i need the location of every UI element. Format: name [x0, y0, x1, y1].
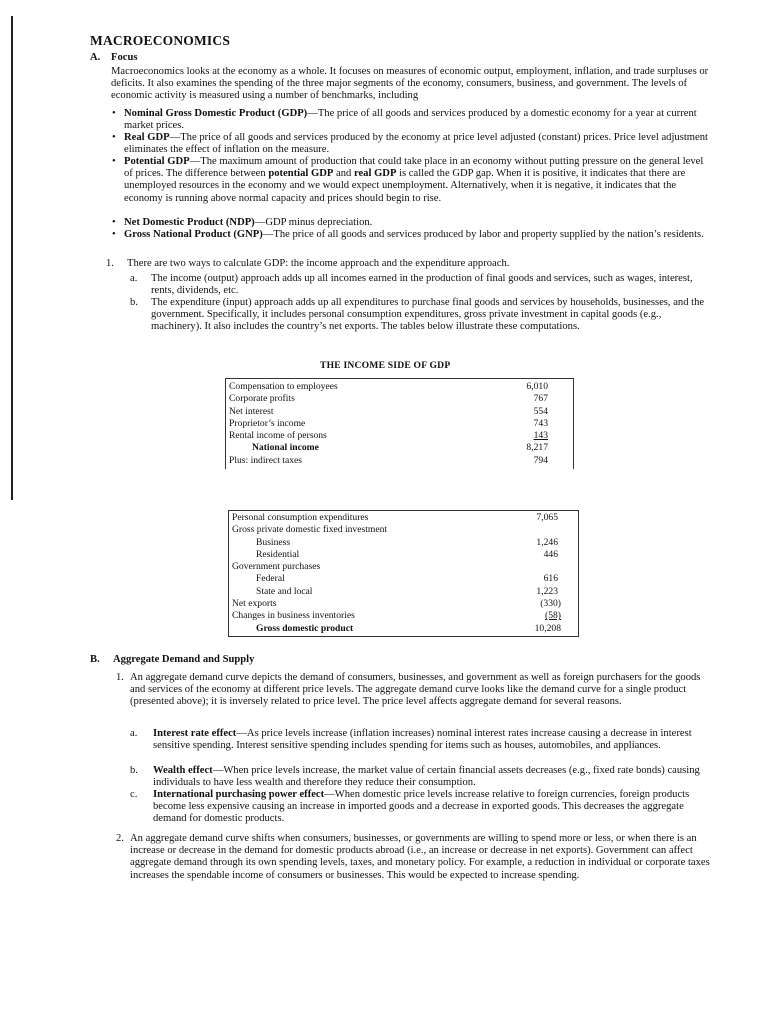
- table-row: National income 8,217: [252, 442, 548, 454]
- bullet-ndp: • Net Domestic Product (NDP)—GDP minus depreciation.: [112, 217, 373, 228]
- income-table-caption: THE INCOME SIDE OF GDP: [320, 360, 451, 371]
- section-b-marker: B.: [90, 654, 100, 665]
- item-b1a-marker: a.: [130, 728, 138, 739]
- item-1b-marker: b.: [130, 297, 138, 308]
- table-row: Changes in business inventories (58): [232, 610, 561, 622]
- table-row: Net interest 554: [229, 405, 548, 417]
- item-b1a-text: Interest rate effect—As price levels increase (inflation increases) nominal interest rates increase causing a decrease in interest sensitive spending. Interest sensitive spending includes spending for items such as houses, automobiles, and appliances.: [153, 728, 692, 752]
- bullet-real-gdp: • Real GDP—The price of all goods and services produced by the economy at price level adjusted (constant) prices. Price level adjustment eliminates the effect of inflation on the measure.: [112, 132, 708, 156]
- bullet-nominal-gdp: • Nominal Gross Domestic Product (GDP)—The price of all goods and services produced by a domestic economy for a year at current market prices.: [112, 108, 697, 132]
- table-row: Gross domestic product 10,208: [256, 622, 561, 634]
- item-1-text: There are two ways to calculate GDP: the income approach and the expenditure approach.: [127, 258, 510, 269]
- table-row: Federal 616: [256, 573, 558, 585]
- table-row: Government purchases: [232, 561, 321, 573]
- item-b1-text: An aggregate demand curve depicts the demand of consumers, businesses, and government as well as foreign purchasers for the goods and services of the economy at different price levels. The aggregate demand curve looks like the demand curve for a single product (presented above); it is inversely related to price level. The price level affects aggregate demand for several reasons.: [130, 672, 701, 708]
- bullet-gnp: • Gross National Product (GNP)—The price of all goods and services produced by labor and property supplied by the nation’s residents.: [112, 229, 704, 240]
- table-row: State and local 1,223: [256, 585, 558, 597]
- expenditure-table: [228, 510, 579, 637]
- table-row: Corporate profits 767: [229, 393, 548, 405]
- page-title: MACROECONOMICS: [90, 33, 231, 48]
- page-margin-rule: [11, 16, 13, 500]
- item-b1b-text: Wealth effect—When price levels increase, the market value of certain financial assets decreases (e.g., fixed rate bonds) causing individuals to have less wealth and therefore they reduce their consumption.: [153, 765, 700, 789]
- item-1b-text: The expenditure (input) approach adds up all expenditures to purchase final goods and services by households, businesses, and the government. Specifically, it includes personal consumption expenditures, gross private investment in capital goods (e.g., machinery). It also includes the country’s net exports. The tables below illustrate these computations.: [151, 297, 705, 333]
- section-a-heading: Focus: [111, 52, 138, 63]
- item-b1c-text: International purchasing power effect—When domestic price levels increase relative to foreign currencies, foreign products become less expensive causing an increase in imported goods and a decrease in exported goods. This decreases the aggregate demand for domestic products.: [153, 789, 690, 825]
- item-b1b-marker: b.: [130, 765, 138, 776]
- table-row: Rental income of persons 143: [229, 430, 548, 442]
- bullet-icon: •: [112, 156, 116, 167]
- item-1a-text: The income (output) approach adds up all incomes earned in the production of final goods and services, such as wages, interest, rents, dividends, etc.: [151, 273, 693, 297]
- table-row: Compensation to employees 6,010: [229, 381, 548, 392]
- bullet-icon: •: [112, 217, 116, 228]
- bullet-icon: •: [112, 132, 116, 143]
- bullet-icon: •: [112, 108, 116, 119]
- bullet-potential-gdp: • Potential GDP—The maximum amount of production that could take place in an economy without putting pressure on the general level of prices. The difference between potential GDP and real GDP is called the GDP gap. When it is positive, it indicates that there are unemployed resources in the economy and we would expect unemployment. Alternatively, when it is negative, it indicates that the economy is running above normal capacity and prices should begin to rise.: [112, 156, 704, 204]
- item-b2-text: An aggregate demand curve shifts when consumers, businesses, or governments are willing to spend more or less, or when there is an increase or decrease in the demand for domestic products abroad (i.e., an increase or decrease in net exports). Government can affect aggregate demand through its own spending levels, taxes, and monetary policy. For example, a reduction in individual or corporate taxes increases the spendable income of consumers or businesses. This would be expected to increase spending.: [130, 833, 710, 881]
- table-row: Gross private domestic fixed investment: [232, 524, 388, 536]
- table-row: Net exports (330): [232, 598, 561, 610]
- table-row: Proprietor’s income 743: [229, 417, 548, 429]
- table-row: Residential 446: [256, 548, 558, 560]
- income-table: [225, 378, 574, 469]
- section-a-intro: Macroeconomics looks at the economy as a whole. It focuses on measures of economic output, employment, inflation, and trade surpluses or deficits. It also examines the spending of the three major segments of the economy, consumers, business, and government. The levels of economic activity is measured using a number of benchmarks, including: [111, 66, 709, 102]
- item-b2-marker: 2.: [116, 833, 124, 844]
- table-row: Personal consumption expenditures 7,065: [232, 512, 558, 523]
- section-b-heading: Aggregate Demand and Supply: [113, 654, 255, 665]
- table-row: Plus: indirect taxes 794: [229, 454, 548, 466]
- item-1a-marker: a.: [130, 273, 138, 284]
- section-a-marker: A.: [90, 52, 101, 63]
- item-b1-marker: 1.: [116, 672, 124, 683]
- table-row: Business 1,246: [256, 536, 558, 548]
- item-1-marker: 1.: [106, 258, 114, 269]
- item-b1c-marker: c.: [130, 789, 138, 800]
- bullet-icon: •: [112, 229, 116, 240]
